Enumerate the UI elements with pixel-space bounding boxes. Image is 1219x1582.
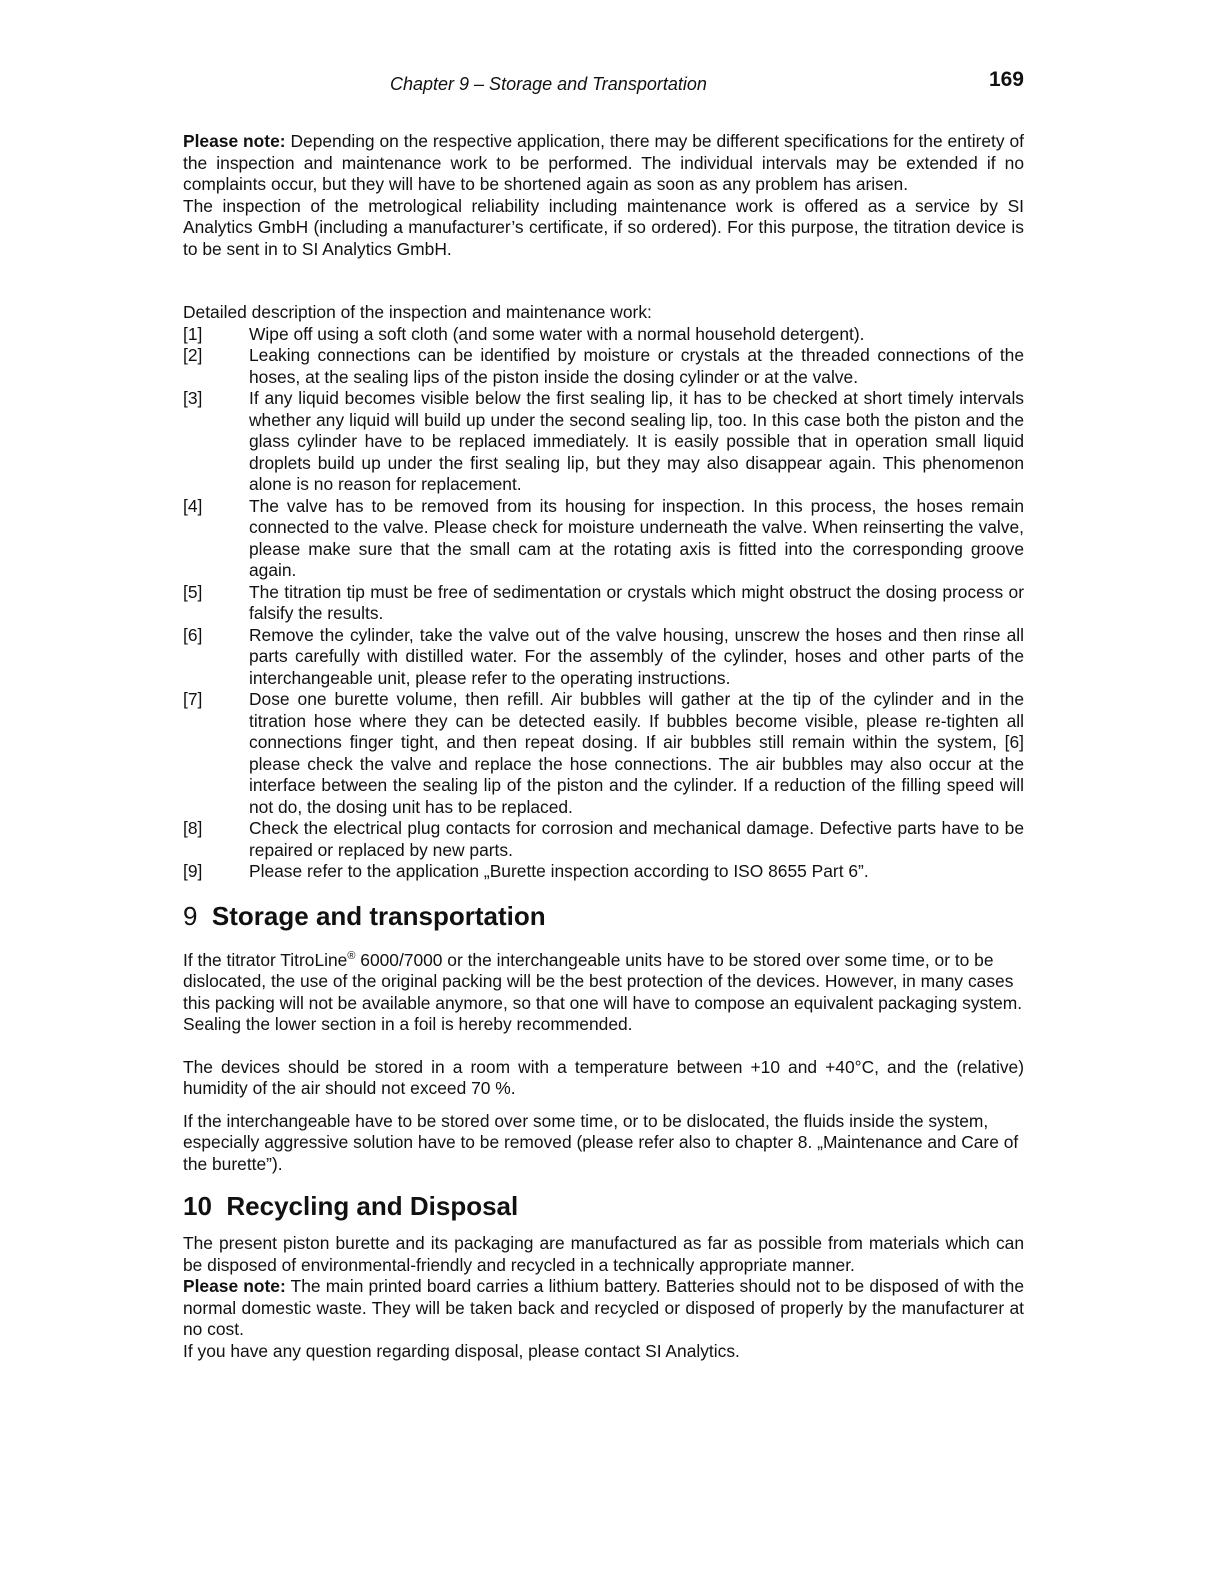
- intro-note-label: Please note:: [183, 131, 286, 151]
- page-header: [183, 66, 1024, 96]
- section-9-number: 9: [183, 900, 198, 931]
- section-9-paragraph-1: [183, 950, 1024, 1036]
- list-item-text: Please refer to the application „Burette inspection according to ISO 8655 Part 6”.: [249, 861, 869, 881]
- list-item: [183, 818, 1024, 861]
- list-item-text: The valve has to be removed from its housing for inspection. In this process, the hoses remain connected to the valve. Please check for moisture underneath the valve. When reinserting the valve, please make sure that the small cam at the rotating axis is fitted into the corresponding groove again.: [249, 495, 1024, 580]
- section-9-paragraph-3: If the interchangeable have to be stored over some time, or to be dislocated, the fluids inside the system, especially aggressive solution have to be removed (please refer also to chapter 8. „Maintenance and Care of the burette”).: [183, 1110, 1019, 1174]
- list-item: [183, 388, 1024, 496]
- list-item-number: [8]: [183, 818, 203, 838]
- list-item-text: If any liquid becomes visible below the first sealing lip, it has to be checked at short timely intervals whether any liquid will build up under the second sealing lip, too. In this case both the piston and the glass cylinder have to be replaced immediately. It is easily possible that in operation small liquid droplets build up under the first sealing lip, but they may also disappear again. This phenomenon alone is no reason for replacement.: [249, 388, 1024, 494]
- list-item-number: [5]: [183, 581, 203, 602]
- list-item: [183, 689, 1024, 818]
- list-item: [183, 345, 1024, 388]
- section-10-paragraph-1: The present piston burette and its packaging are manufactured as far as possible from materials which can be disposed of environmental-friendly and recycled in a technically appropriate manner.: [183, 1233, 1024, 1275]
- chapter-title: Chapter 9 – Storage and Transportation: [390, 74, 707, 94]
- section-10-title: Recycling and Disposal: [226, 1191, 519, 1221]
- list-item-number: [9]: [183, 861, 203, 881]
- section-9-heading: [183, 901, 1024, 931]
- intro-note: [183, 131, 1024, 196]
- list-item-number: [3]: [183, 388, 203, 408]
- list-item: [183, 861, 1024, 883]
- list-item-number: [4]: [183, 495, 203, 516]
- inspection-heading: Detailed description of the inspection and maintenance work:: [183, 302, 652, 322]
- list-item: [183, 496, 1024, 582]
- page-number: 169: [988, 68, 1024, 91]
- registered-mark: ®: [347, 949, 356, 962]
- section-9-p1-start: If the titrator TitroLine: [183, 949, 348, 970]
- list-item: [183, 324, 1024, 346]
- list-item-text: Check the electrical plug contacts for corrosion and mechanical damage. Defective parts have to be repaired or replaced by new parts.: [249, 818, 1024, 860]
- list-item-text: Dose one burette volume, then refill. Air bubbles will gather at the tip of the cylinder and in the titration hose where they can be detected easily. If bubbles become visible, please re-tighten all connections finger tight, and then repeat dosing. If air bubbles still remain within the system, [6] please check the valve and replace the hose connections. The air bubbles may also occur at the interface between the sealing lip of the piston and the cylinder. If a reduction of the filling speed will not do, the dosing unit has to be replaced.: [249, 689, 1024, 817]
- intro-service: The inspection of the metrological reliability including maintenance work is offered as a service by SI Analytics GmbH (including a manufacturer’s certificate, if so ordered). For this purpose, the titration device is to be sent in to SI Analytics GmbH.: [183, 195, 1024, 259]
- intro-note-text: Depending on the respective application, there may be different specifications for the entirety of the inspection and maintenance work to be performed. The individual intervals may be extended if no complaints occur, but they will have to be shortened again as soon as any problem has arisen.: [183, 131, 1024, 194]
- list-item-text: Wipe off using a soft cloth (and some water with a normal household detergent).: [249, 323, 865, 344]
- section-10-heading: [183, 1191, 1024, 1221]
- section-10-number: 10: [183, 1191, 212, 1221]
- list-item-number: [7]: [183, 689, 203, 709]
- list-item-number: [2]: [183, 345, 203, 365]
- page-content: [183, 131, 1024, 1362]
- list-item-number: [6]: [183, 624, 203, 645]
- section-9-p1-rest: 6000/7000 or the interchangeable units have to be stored over some time, or to be dislocated, the use of the original packing will be the best protection of the devices. However, in many cases this packing will not be available anymore, so that one will have to compose an equivalent packaging system. Sealing the lower section in a foil is hereby recommended.: [183, 949, 1023, 1034]
- section-10-paragraph-3: If you have any question regarding disposal, please contact SI Analytics.: [183, 1340, 740, 1361]
- list-item-text: Remove the cylinder, take the valve out of the valve housing, unscrew the hoses and then rinse all parts carefully with distilled water. For the assembly of the cylinder, hoses and other parts of the interchangeable unit, please refer to the operating instructions.: [249, 624, 1024, 688]
- list-item: [183, 625, 1024, 690]
- section-10-note-label: Please note:: [183, 1276, 286, 1296]
- section-9-title: Storage and transportation: [211, 900, 546, 931]
- list-item-number: [1]: [183, 323, 203, 344]
- section-10-note-text: The main printed board carries a lithium battery. Batteries should not to be disposed of with the normal domestic waste. They will be taken back and recycled or disposed of properly by the manufacturer at no cost.: [183, 1276, 1024, 1339]
- list-item: [183, 582, 1024, 625]
- section-10-note: [183, 1276, 1024, 1341]
- inspection-list: [183, 324, 1024, 883]
- section-9-paragraph-2: The devices should be stored in a room with a temperature between +10 and +40°C, and the (relative) humidity of the air should not exceed 70 %.: [183, 1056, 1024, 1098]
- list-item-text: The titration tip must be free of sedimentation or crystals which might obstruct the dosing process or falsify the results.: [249, 581, 1024, 623]
- list-item-text: Leaking connections can be identified by moisture or crystals at the threaded connections of the hoses, at the sealing lips of the piston inside the dosing cylinder or at the valve.: [249, 345, 1024, 387]
